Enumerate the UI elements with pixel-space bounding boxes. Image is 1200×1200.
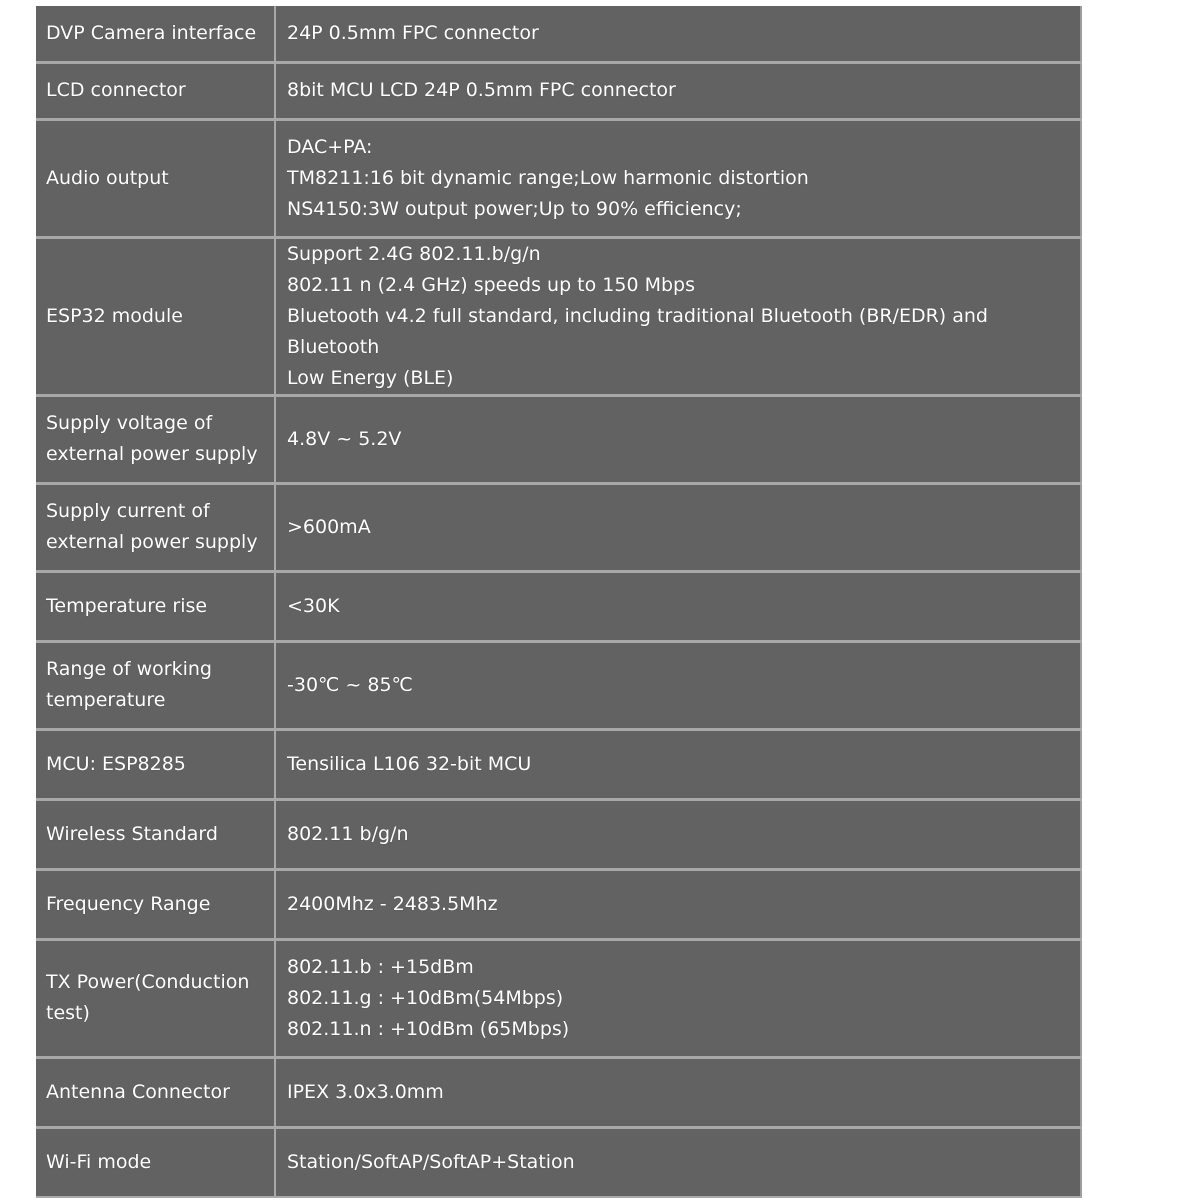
spec-label: Frequency Range: [46, 892, 211, 915]
table-row: [36, 571, 1081, 641]
spec-value: IPEX 3.0x3.0mm: [287, 1080, 444, 1103]
table-row: [36, 869, 1081, 939]
spec-value: 802.11.g : +10dBm(54Mbps): [287, 986, 564, 1009]
spec-value: Support 2.4G 802.11.b/g/n: [287, 242, 541, 265]
spec-label: DVP Camera interface: [46, 21, 257, 44]
table-row: [36, 641, 1081, 729]
spec-label: Supply current of: [46, 500, 210, 522]
spec-value: Station/SoftAP/SoftAP+Station: [287, 1150, 575, 1173]
spec-value: Tensilica L106 32-bit MCU: [287, 752, 532, 775]
spec-label-cell: [36, 571, 275, 641]
spec-label-cell: [36, 729, 275, 799]
spec-label-cell: [36, 869, 275, 939]
spec-label: Antenna Connector: [46, 1080, 230, 1103]
spec-label-cell: [36, 799, 275, 869]
spec-label-cell: [36, 62, 275, 119]
spec-value: 8bit MCU LCD 24P 0.5mm FPC connector: [287, 79, 676, 101]
spec-label: Audio output: [46, 166, 169, 189]
spec-table-body: [36, 6, 1081, 1197]
spec-label-cell: [36, 483, 275, 571]
spec-label-cell: [36, 6, 275, 62]
spec-value-cell: [275, 641, 1081, 729]
table-row: [36, 1057, 1081, 1127]
spec-label: external power supply: [46, 531, 258, 553]
spec-value: -30℃ ~ 85℃: [287, 673, 413, 696]
spec-value: DAC+PA:: [287, 135, 373, 158]
spec-label: test): [46, 1002, 90, 1024]
table-row: [36, 939, 1081, 1057]
spec-label-cell: [36, 1127, 275, 1197]
spec-value: 802.11 n (2.4 GHz) speeds up to 150 Mbps: [287, 273, 696, 296]
spec-label: Temperature rise: [46, 594, 208, 617]
table-row: [36, 395, 1081, 483]
spec-value: 24P 0.5mm FPC connector: [287, 21, 539, 44]
spec-value-cell: [275, 237, 1081, 395]
spec-value: 2400Mhz - 2483.5Mhz: [287, 892, 498, 915]
spec-value: 802.11.b : +15dBm: [287, 955, 474, 978]
table-row: [36, 119, 1081, 237]
spec-value: 4.8V ~ 5.2V: [287, 427, 402, 450]
spec-value-cell: [275, 483, 1081, 571]
table-row: [36, 62, 1081, 119]
spec-label-cell: [36, 237, 275, 395]
spec-label: external power supply: [46, 443, 258, 465]
spec-label-cell: [36, 119, 275, 237]
spec-label: temperature: [46, 689, 166, 711]
spec-label: TX Power(Conduction: [46, 971, 250, 993]
spec-value: <30K: [287, 594, 340, 617]
spec-value-cell: [275, 1057, 1081, 1127]
spec-label-cell: [36, 1057, 275, 1127]
spec-label: Range of working: [46, 658, 212, 680]
spec-value-cell: [275, 869, 1081, 939]
spec-table: [36, 6, 1082, 1198]
spec-label-cell: [36, 395, 275, 483]
spec-value: 802.11.n : +10dBm (65Mbps): [287, 1017, 570, 1040]
spec-label: LCD connector: [46, 79, 186, 101]
spec-label: Supply voltage of: [46, 412, 213, 434]
spec-value-cell: [275, 395, 1081, 483]
spec-label: Wireless Standard: [46, 822, 218, 845]
spec-value-cell: [275, 939, 1081, 1057]
spec-label-cell: [36, 641, 275, 729]
spec-value: Low Energy (BLE): [287, 366, 454, 389]
spec-value-cell: [275, 119, 1081, 237]
table-row: [36, 729, 1081, 799]
spec-value: NS4150:3W output power;Up to 90% efficiency;: [287, 197, 742, 220]
spec-value: TM8211:16 bit dynamic range;Low harmonic distortion: [287, 166, 809, 189]
spec-value-cell: [275, 62, 1081, 119]
spec-value-cell: [275, 6, 1081, 62]
table-row: [36, 6, 1081, 62]
table-row: [36, 799, 1081, 869]
table-row: [36, 483, 1081, 571]
spec-value-cell: [275, 1127, 1081, 1197]
spec-label-cell: [36, 939, 275, 1057]
table-row: [36, 1127, 1081, 1197]
spec-value: Bluetooth v4.2 full standard, including traditional Bluetooth (BR/EDR) and Bluetooth: [287, 304, 988, 358]
spec-value: 802.11 b/g/n: [287, 822, 409, 845]
spec-value-cell: [275, 729, 1081, 799]
spec-label: Wi-Fi mode: [46, 1150, 152, 1173]
spec-value-cell: [275, 571, 1081, 641]
table-row: [36, 237, 1081, 395]
spec-value: >600mA: [287, 515, 371, 538]
spec-label: ESP32 module: [46, 304, 183, 327]
spec-value-cell: [275, 799, 1081, 869]
spec-label: MCU: ESP8285: [46, 752, 186, 775]
